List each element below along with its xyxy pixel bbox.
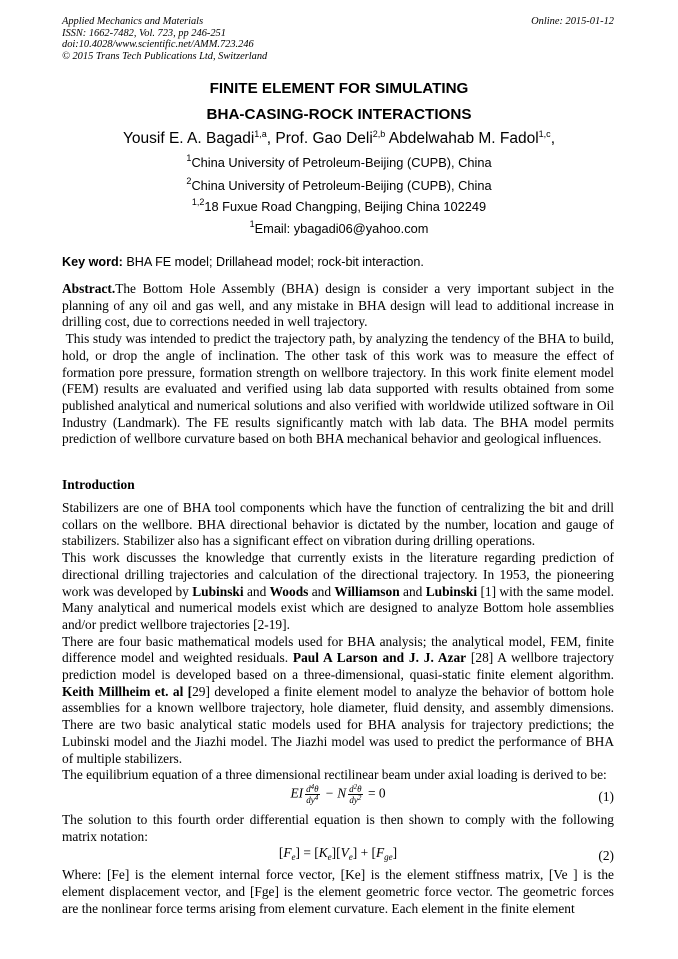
author-list [0,130,678,148]
text-run: and [243,583,270,599]
author-affiliation-mark: 1,c [538,129,551,139]
text-run: [28] A wellbore trajectory prediction model is developed based on a three-dimensional, quasi-static finite element algorithm. [62,650,614,683]
body-paragraph: Stabilizers are one of BHA tool components which have the function of centralizing the bit and drill collars on the wellbore. BHA directional behavior is dictated by the number, location and gauge of stabilizers. Stabilizer also has a significant effect on vibration during drilling operations. [62,500,614,549]
affiliation-address [0,199,678,214]
affiliation-text: 18 Fuxue Road Changping, Beijing China 102249 [204,199,487,214]
cited-author: Keith Millheim et. al [ [62,683,193,699]
keywords [62,255,424,269]
body-paragraph: The solution to this fourth order differential equation is then shown to comply with the following matrix notation: [62,811,614,844]
keywords-text: BHA FE model; Drillahead model; rock-bit interaction. [126,255,424,269]
equation-number: (1) [598,788,614,804]
paper-title-line-1: FINITE ELEMENT FOR SIMULATING [209,80,469,97]
text-run: and [308,583,335,599]
affiliation-text: China University of Petroleum-Beijing (CUPB), China [191,178,492,193]
affiliation [0,178,678,193]
cited-author: Woods [269,583,309,599]
abstract-text: The Bottom Hole Assembly (BHA) design is consider a very important subject in the planning of any oil and gas well, and any mistake in BHA design will lead to additional increase in drilling cost, due to corrections needed in well trajectory. [62,281,614,330]
author-separator: , [550,130,555,147]
text-run: 29] developed a finite element model to analyze the behavior of bottom hole assemblies for a known wellbore trajectory, hole diameter, fluid density, and assembly dimensions. There are two basic analytical static models used for BHA analysis for trajectory predictions; the Lubinski model and the Jiazhi model. The Jiazhi model was used to predict the performance of BHA of multiple stabilizers. [62,683,614,766]
author-name: Abdelwahab M. Fadol [388,130,539,147]
body-paragraph [62,634,614,768]
abstract-text: This study was intended to predict the trajectory path, by analyzing the tendency of the BHA to build, hold, or drop the angle of inclination. The other task of this work was to measure the effect of formation pore pressure, formation strength on wellbore trajectory. In this work finite element model (FEM) results are evaluated and verified using lab data supported with results obtained from some published analytical and numerical solutions and also verified with worldwide utilized software in Oil Industry (Landmark). The FE results significantly match with lab data. The BHA model permits prediction of wellbore curvature based on both BHA mechanical behavior and geological influences. [62,331,614,447]
email-text: Email: ybagadi06@yahoo.com [254,221,429,236]
doi-line: doi:10.4028/www.scientific.net/AMM.723.246 [62,39,254,51]
journal-name: Applied Mechanics and Materials [62,16,204,27]
cited-author: Lubinski [192,583,244,599]
abstract [62,281,614,448]
affiliation-text: China University of Petroleum-Beijing (CUPB), China [191,155,492,170]
equation-1 [62,784,614,812]
affiliation-email [0,221,678,236]
affiliation-mark: 1 [249,219,255,229]
text-run: There are four basic mathematical models used for BHA analysis; the analytical model, FEM, finite difference model and weighted residuals. [62,633,614,666]
abstract-paragraph [62,331,614,448]
body-paragraph: The equilibrium equation of a three dimensional rectilinear beam under axial loading is derived to be: [62,767,607,783]
section-heading: Introduction [62,477,135,492]
text-run: and [399,583,426,599]
keywords-label: Key word: [62,255,123,269]
author-name: Prof. Gao Deli [275,130,373,147]
body-paragraph [62,550,614,634]
affiliation-mark: 1 [186,153,192,163]
body-paragraph: Where: [Fe] is the element internal force vector, [Ke] is the element stiffness matrix, [Ve ] is the element displacement vector, and [Fge] is the element geometric force vector. The geometric forces are the nonlinear force terms arising from element curvature. Each element in the finite element [62,867,614,916]
abstract-label: Abstract. [62,281,116,296]
text-run: This work discusses the knowledge that currently exists in the literature regarding prediction of directional drilling trajectories and calculation of the directional trajectory. In 1953, the pioneering work was developed by [62,550,614,599]
introduction-body [62,500,614,917]
cited-author: Lubinski [425,583,478,599]
affiliation-mark: 2 [186,176,192,186]
abstract-paragraph [62,281,614,331]
copyright-line: © 2015 Trans Tech Publications Ltd, Switzerland [62,50,268,62]
equation-number: (2) [598,848,614,864]
paper-title-line-2: BHA-CASING-ROCK INTERACTIONS [206,106,472,123]
affiliation-mark: 1,2 [191,197,205,207]
author-separator: , [266,130,276,147]
equation-2 [62,845,614,867]
author-affiliation-mark: 1,a [254,129,267,139]
text-run: [1] with the same model. Many analytical and numerical models exist which are designed to analyze Bottom hole assemblies and/or predict wellbore trajectories [2-19]. [62,583,615,632]
journal-header [62,16,267,62]
affiliation [0,155,678,170]
cited-author: Paul A Larson and J. J. Azar [292,650,467,666]
author-name: Yousif E. A. Bagadi [123,130,255,147]
equation-expression: EI $\frac{d^4\theta}{dy^4}$ − N $\frac{d^2\theta}{dy^2}$ = 0 [290,782,386,805]
author-affiliation-mark: 2,b [372,129,386,139]
cited-author: Williamson [334,583,400,599]
issn-line: ISSN: 1662-7482, Vol. 723, pp 246-251 [62,27,226,39]
equation-expression: $[F_e] = [K_e][V_e] + [F_{ge}]$ [278,845,398,863]
online-date: Online: 2015-01-12 [531,16,614,27]
